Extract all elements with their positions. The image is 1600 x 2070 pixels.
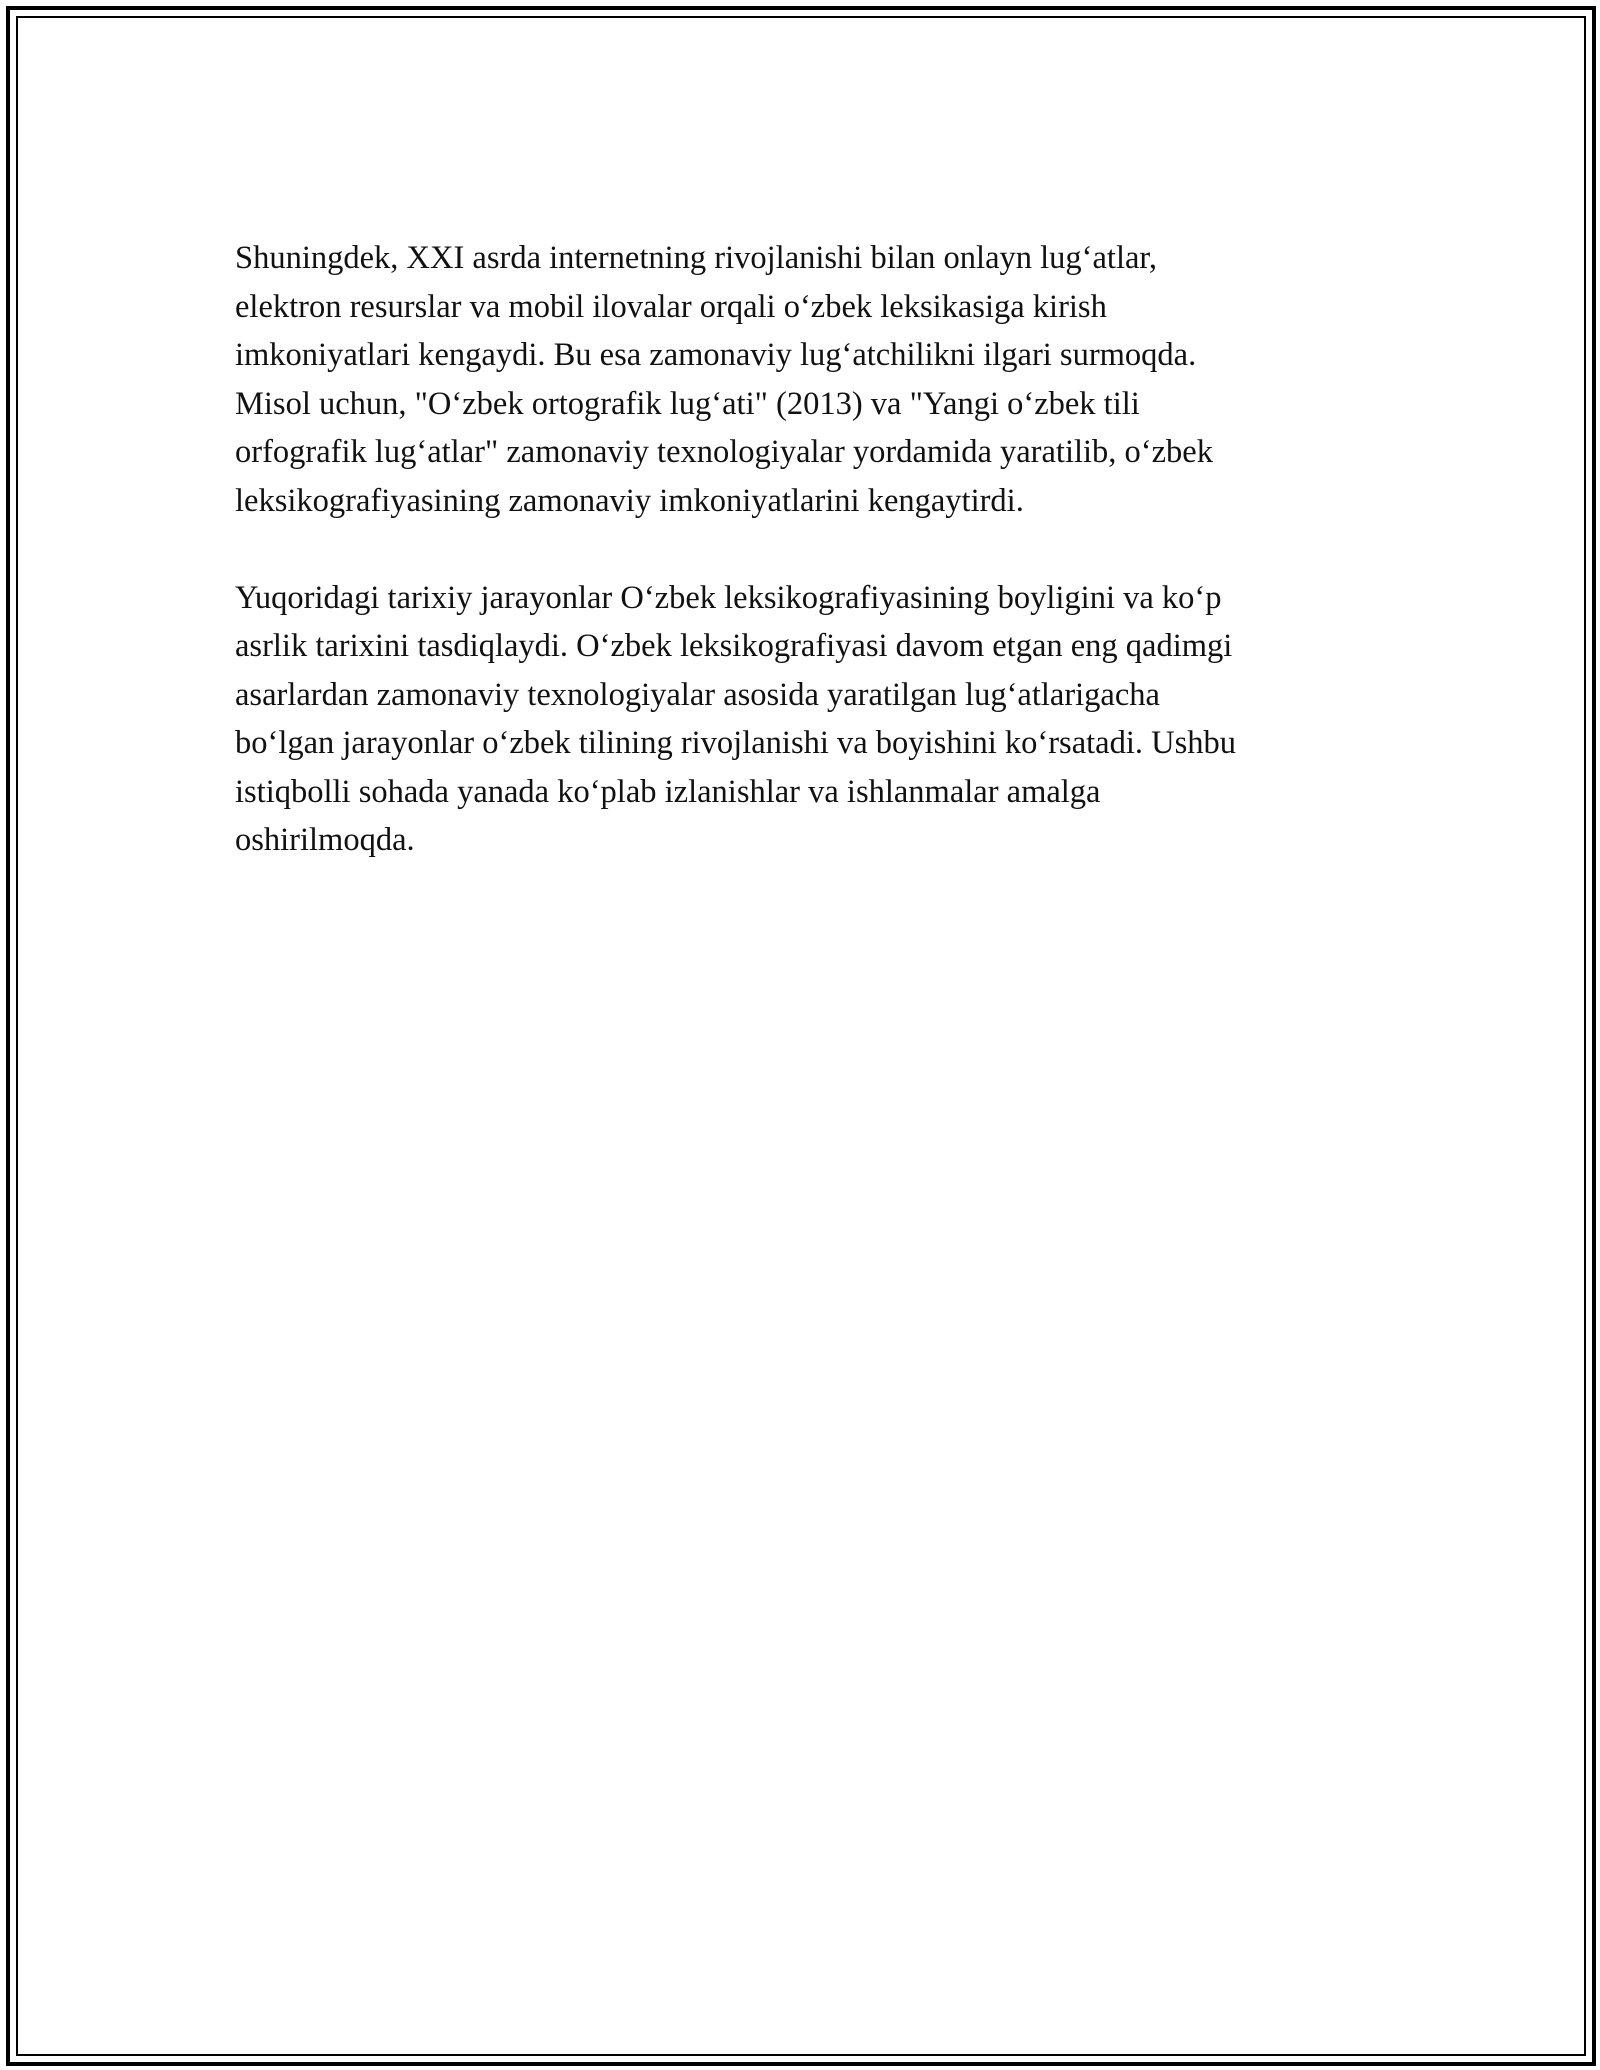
paragraph-line: Shuningdek, XXI asrda internetning rivojlanishi bilan onlayn lug‘atlar, <box>235 240 1158 276</box>
paragraph-line: leksikografiyasining zamonaviy imkoniyatlarini kengaytirdi. <box>235 482 1024 519</box>
paragraph-line: orfografik lug‘atlar" zamonaviy texnologiyalar yordamida yaratilib, o‘zbek <box>235 434 1213 470</box>
document-body <box>235 234 1395 913</box>
paragraph-line: asrlik tarixini tasdiqlaydi. O‘zbek leksikografiyasi davom etgan eng qadimgi <box>235 628 1233 664</box>
paragraph-line: bo‘lgan jarayonlar o‘zbek tilining rivojlanishi va boyishini ko‘rsatadi. Ushbu <box>235 725 1236 761</box>
paragraph-line: oshirilmoqda. <box>235 822 415 858</box>
paragraph-2 <box>235 574 1395 865</box>
paragraph-line: istiqbolli sohada yanada ko‘plab izlanishlar va ishlanmalar amalga <box>235 773 1101 810</box>
paragraph-line: Misol uchun, "O‘zbek ortografik lug‘ati" (2013) va "Yangi o‘zbek tili <box>235 385 1140 422</box>
paragraph-line: asarlardan zamonaviy texnologiyalar asosida yaratilgan lug‘atlarigacha <box>235 676 1160 713</box>
paragraph-line: imkoniyatlari kengaydi. Bu esa zamonaviy lug‘atchilikni ilgari surmoqda. <box>235 337 1197 373</box>
paragraph-1 <box>235 234 1395 525</box>
paragraph-line: Yuqoridagi tarixiy jarayonlar O‘zbek leksikografiyasining boyligini va ko‘p <box>235 579 1222 616</box>
paragraph-line: elektron resurslar va mobil ilovalar orqali o‘zbek leksikasiga kirish <box>235 288 1107 325</box>
